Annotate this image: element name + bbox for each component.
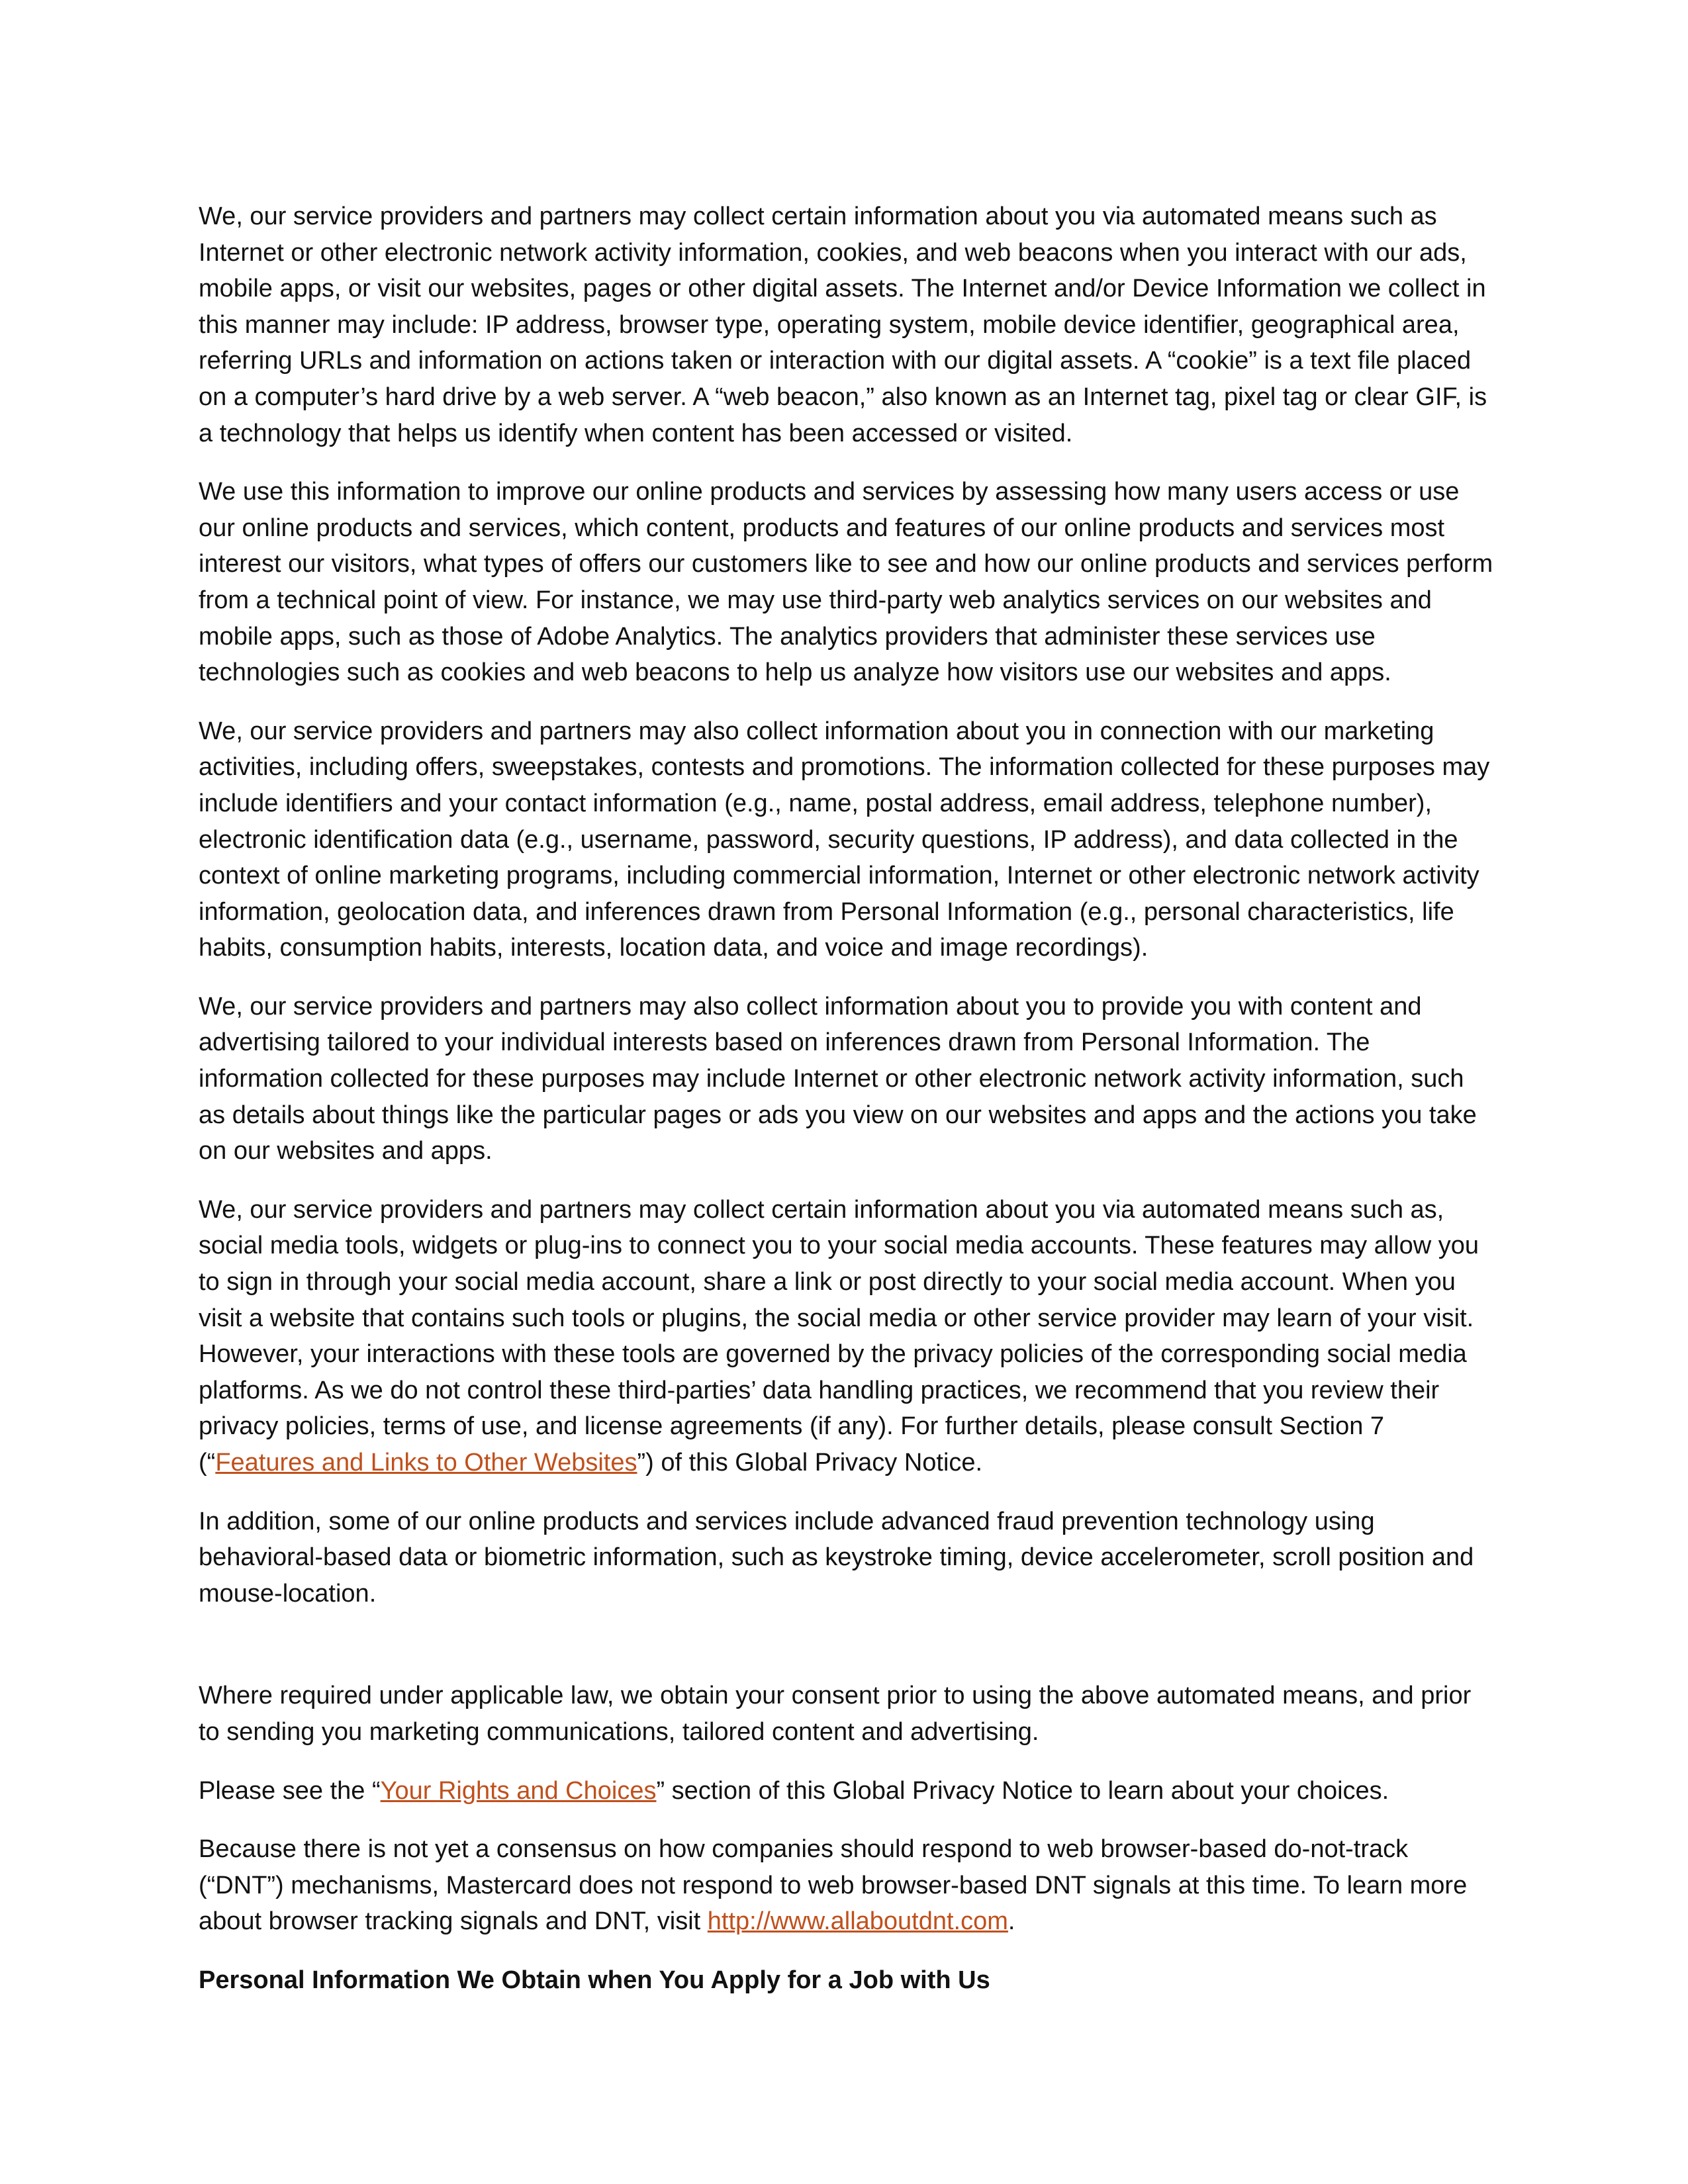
paragraph-text: ” section of this Global Privacy Notice to learn about your choices. bbox=[656, 1776, 1389, 1805]
paragraph-dnt bbox=[199, 1831, 1496, 1940]
paragraph-fraud-prevention: In addition, some of our online products and services include advanced fraud prevention technology using behavioral-based data or biometric information, such as keystroke timing, device accelerometer, scroll position and mouse-location. bbox=[199, 1507, 1474, 1608]
paragraph-marketing: We, our service providers and partners may also collect information about you in connection with our marketing activities, including offers, sweepstakes, contests and promotions. The information collected for these purposes may include identifiers and your contact information (e.g., name, postal address, email address, telephone number), electronic identification data (e.g., username, password, security questions, IP address), and data collected in the context of online marketing programs, including commercial information, Internet or other electronic network activity information, geolocation data, and inferences drawn from Personal Information (e.g., personal characteristics, life habits, consumption habits, interests, location data, and voice and image recordings). bbox=[199, 717, 1490, 962]
your-rights-and-choices-link[interactable]: Your Rights and Choices bbox=[380, 1776, 657, 1805]
section-heading: Personal Information We Obtain when You Apply for a Job with Us bbox=[199, 1966, 990, 1994]
paragraph-tailored-content: We, our service providers and partners may also collect information about you to provide you with content and advertising tailored to your individual interests based on inferences drawn from Personal Information. The information collected for these purposes may include Internet or other electronic network activity information, such as details about things like the particular pages or ads you view on our websites and apps and the actions you take on our websites and apps. bbox=[199, 992, 1477, 1165]
paragraph-social-media bbox=[199, 1192, 1496, 1481]
paragraph-text: We, our service providers and partners may collect certain information about you via automated means such as, social media tools, widgets or plug-ins to connect you to your social media accounts. These features may allow you to sign in through your social media account, share a link or post directly to your social media account. When you visit a website that contains such tools or plugins, the social media or other service provider may learn of your visit. However, your interactions with these tools are governed by the privacy policies of the corresponding social media platforms. As we do not control these third-parties’ data handling practices, we recommend that you review their privacy policies, terms of use, and license agreements (if any). For further details, please consult Section 7 (“ bbox=[199, 1195, 1479, 1477]
allaboutdnt-link[interactable]: http://www.allaboutdnt.com bbox=[707, 1907, 1008, 1936]
paragraph-text: . bbox=[1008, 1907, 1015, 1936]
paragraph-text: Please see the “ bbox=[199, 1776, 381, 1805]
paragraph-consent: Where required under applicable law, we obtain your consent prior to using the above automated means, and prior to sending you marketing communications, tailored content and advertising. bbox=[199, 1682, 1472, 1746]
paragraph-rights-choices bbox=[199, 1773, 1496, 1809]
paragraph-text: Because there is not yet a consensus on how companies should respond to web browser-based do-not-track (“DNT”) mechanisms, Mastercard does not respond to web browser-based DNT signals at this time. To learn more about browser tracking signals and DNT, visit bbox=[199, 1835, 1468, 1936]
paragraph-text: ”) of this Global Privacy Notice. bbox=[637, 1449, 983, 1477]
paragraph-analytics: We use this information to improve our online products and services by assessing how many users access or use our online products and services, which content, products and features of our online products and services most interest our visitors, what types of offers our customers like to see and how our online products and services perform from a technical point of view. For instance, we may use third-party web analytics services on our websites and mobile apps, such as those of Adobe Analytics. The analytics providers that administer these services use technologies such as cookies and web beacons to help us analyze how visitors use our websites and apps. bbox=[199, 478, 1493, 687]
document-page bbox=[199, 199, 1496, 1999]
paragraph-automated-collection: We, our service providers and partners may collect certain information about you via automated means such as Internet or other electronic network activity information, cookies, and web beacons when you interact with our ads, mobile apps, or visit our websites, pages or other digital assets. The Internet and/or Device Information we collect in this manner may include: IP address, browser type, operating system, mobile device identifier, geographical area, referring URLs and information on actions taken or interaction with our digital assets. A “cookie” is a text file placed on a computer’s hard drive by a web server. A “web beacon,” also known as an Internet tag, pixel tag or clear GIF, is a technology that helps us identify when content has been accessed or visited. bbox=[199, 203, 1487, 447]
features-and-links-link[interactable]: Features and Links to Other Websites bbox=[215, 1449, 637, 1477]
